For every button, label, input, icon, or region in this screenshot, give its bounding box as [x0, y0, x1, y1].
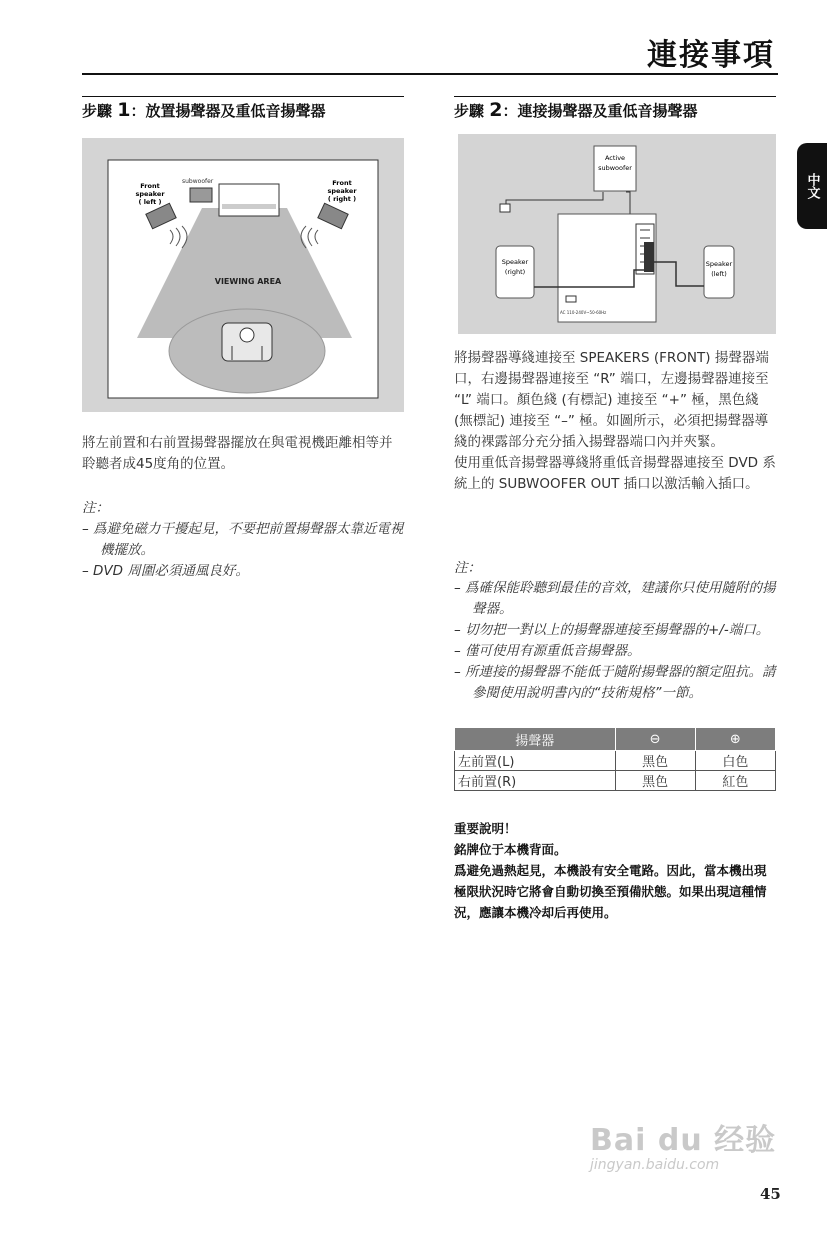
note-item: – 所連接的揚聲器不能低于隨附揚聲器的額定阻抗。請參閱使用說明書內的“技術規格”一節。 [454, 664, 776, 701]
watermark-url: jingyan.baidu.com [590, 1157, 720, 1173]
speaker-terminals [644, 242, 654, 272]
front-left-label-3: ( left ) [138, 198, 162, 206]
table-row [455, 771, 776, 791]
step1-number: 1 [117, 99, 131, 121]
step1-label: 步驟 [82, 102, 113, 120]
ac-label: AC 110-240V~50-60Hz [560, 310, 607, 315]
step1-note-label: 注： [82, 500, 109, 516]
table-cell: 紅色 [695, 771, 775, 791]
step1-notes [82, 519, 404, 582]
page-number: 45 [760, 1185, 781, 1203]
note-item: – 切勿把一對以上的揚聲器連接至揚聲器的+/-端口。 [454, 622, 770, 638]
note-item: – 爲避免磁力干擾起見，不要把前置揚聲器太靠近電視機擺放。 [82, 521, 404, 558]
speaker-right-label-2: (right) [504, 268, 526, 276]
tv-icon [219, 184, 279, 216]
step1-heading [82, 96, 404, 121]
step2-text [454, 348, 776, 495]
header-negative-icon: ⊖ [615, 728, 695, 751]
page-title: 連接事項 [647, 38, 775, 73]
title-rule [82, 73, 778, 75]
table-cell: 黑色 [615, 771, 695, 791]
table-cell: 白色 [695, 751, 775, 771]
table-cell: 黑色 [615, 751, 695, 771]
speaker-color-table [454, 727, 776, 791]
step2-heading [454, 96, 776, 121]
subwoofer-label-1: Active [604, 154, 626, 162]
table-cell: 右前置(R) [455, 771, 616, 791]
front-right-label-2: speaker [327, 187, 357, 195]
header-speaker: 揚聲器 [455, 728, 616, 751]
speaker-placement-diagram [82, 138, 404, 412]
table-cell: 左前置(L) [455, 751, 616, 771]
subwoofer-label: subwoofer [182, 178, 214, 185]
important-line: 銘牌位于本機背面。 [454, 842, 567, 857]
note-item: – DVD 周圍必須通風良好。 [82, 563, 249, 579]
speaker-right-label-1: Speaker [501, 258, 529, 266]
speaker-connection-diagram [458, 134, 776, 334]
step2-number: 2 [489, 99, 503, 121]
front-right-label-1: Front [332, 179, 352, 187]
front-right-label-3: ( right ) [327, 195, 357, 203]
language-tab: 中文 [797, 143, 827, 229]
note-item: – 爲確保能聆聽到最佳的音效，建議你只使用隨附的揚聲器。 [454, 580, 776, 617]
note-item: – 僅可使用有源重低音揚聲器。 [454, 643, 641, 659]
step1-text: 將左前置和右前置揚聲器擺放在與電視機距離相等并聆聽者成45度角的位置。 [82, 435, 393, 472]
subwoofer-icon [190, 188, 212, 202]
important-notice [454, 818, 776, 923]
step1-title: ：放置揚聲器及重低音揚聲器 [130, 102, 326, 120]
watermark-main: Bai du 经验 [590, 1123, 777, 1158]
step2-label: 步驟 [454, 102, 485, 120]
subwoofer-label-2: subwoofer [598, 164, 632, 172]
table-row [455, 751, 776, 771]
speaker-left-label-2: (left) [711, 270, 727, 278]
baidu-watermark [590, 1115, 776, 1173]
step2-notes [454, 578, 776, 704]
front-left-label-2: speaker [135, 190, 165, 198]
step2-paragraph: 使用重低音揚聲器導綫將重低音揚聲器連接至 DVD 系統上的 SUBWOOFER OUT 插口以激活輸入插口。 [454, 455, 776, 492]
speaker-left-label-1: Speaker [705, 260, 733, 268]
step2-note-label: 注： [454, 560, 481, 576]
header-positive-icon: ⊕ [695, 728, 775, 751]
viewing-area-label: VIEWING AREA [214, 277, 282, 286]
important-title: 重要說明！ [454, 821, 517, 836]
step2-title: ：連接揚聲器及重低音揚聲器 [502, 102, 698, 120]
table-header-row [455, 728, 776, 751]
front-left-label-1: Front [140, 182, 160, 190]
step2-paragraph: 將揚聲器導綫連接至 SPEAKERS (FRONT) 揚聲器端口，右邊揚聲器連接至 “R” 端口，左邊揚聲器連接至 “L” 端口。顏色綫 (有標記) 連接至 “+” 極，黑色綫(無標記) 連接至 “–” 極。如圖所示，必須把揚聲器導綫的裸露部分充分插入揚聲器端口內并夾緊。 [454, 350, 769, 450]
important-line: 爲避免過熱起見，本機設有安全電路。因此，當本機出現極限狀況時它將會自動切換至預備狀態。如果出現這種情況，應讓本機冷却后再使用。 [454, 863, 767, 920]
